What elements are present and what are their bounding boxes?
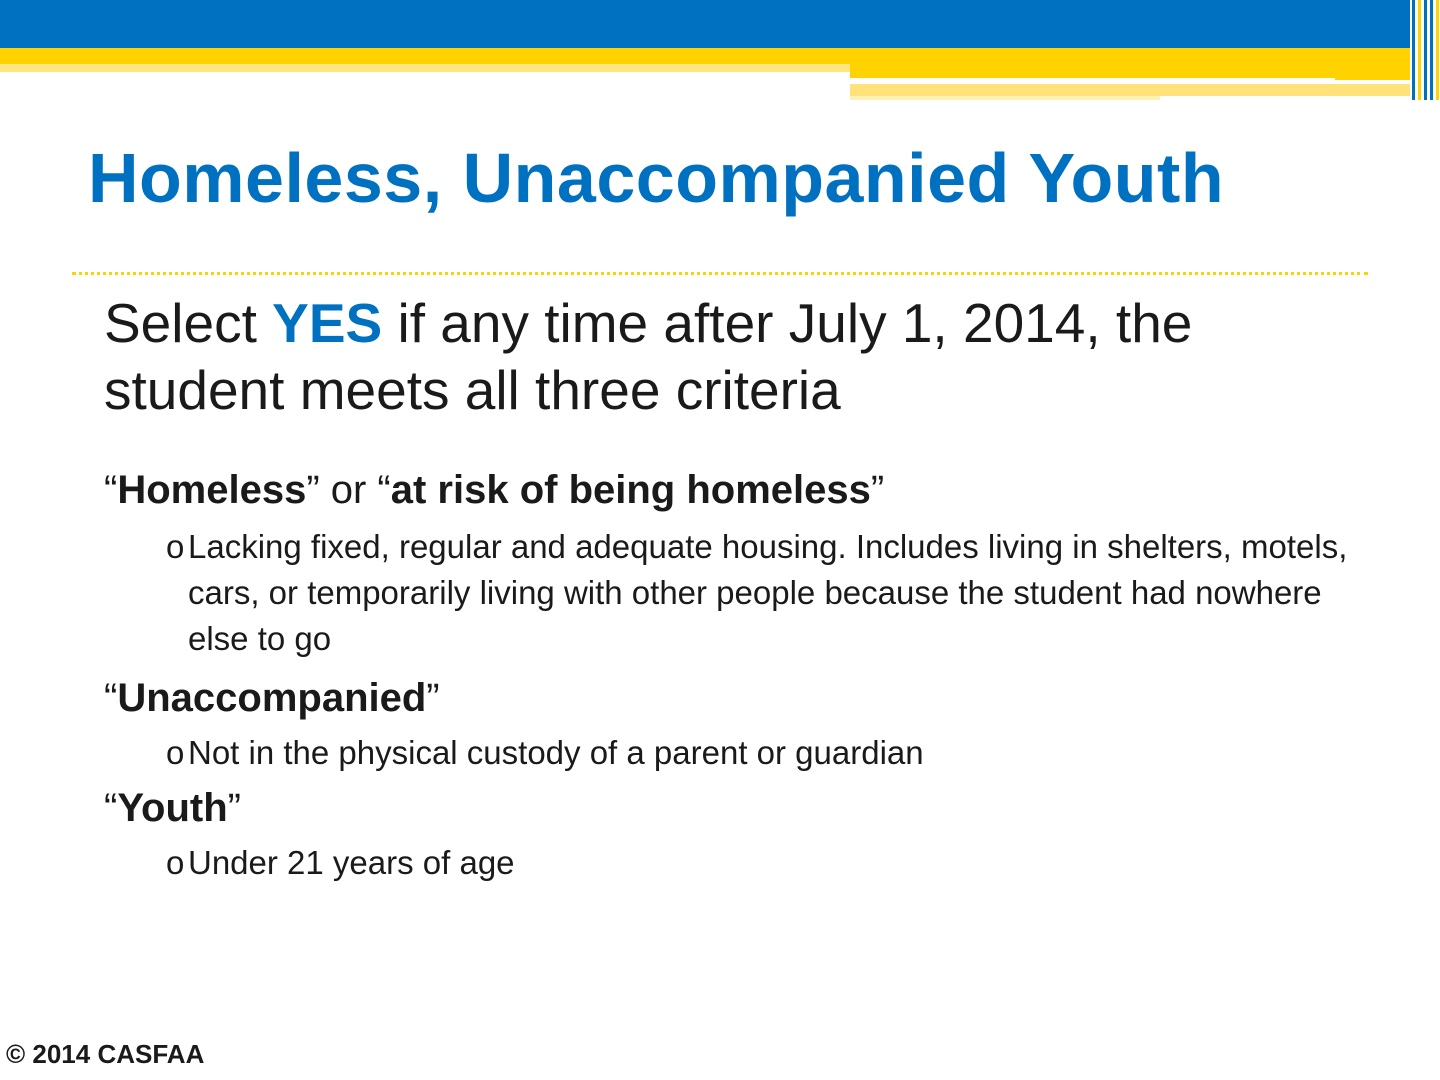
quote-open: “ (104, 468, 118, 512)
heading-term: Youth (117, 786, 228, 830)
criterion-youth (104, 784, 1364, 886)
list-item (104, 730, 1364, 776)
copyright-footer: © 2014 CASFAA (6, 1039, 205, 1069)
criterion-heading (104, 784, 1364, 832)
bullet-text: Under 21 years of age (188, 844, 515, 881)
criterion-homeless (104, 466, 1364, 662)
bullet-list (104, 840, 1364, 886)
bullet-list (104, 524, 1364, 662)
criterion-heading (104, 466, 1364, 514)
bullet-text: Lacking fixed, regular and adequate housing. Includes living in shelters, motels, cars, or temporarily living with other people because the student had nowhere else to go (188, 528, 1348, 657)
circle-bullet-icon: o (166, 734, 185, 771)
quote-open: “ (104, 786, 118, 830)
intro-after: if any time after July 1, 2014, the student meets all three criteria (104, 292, 1193, 422)
list-item (104, 840, 1364, 886)
slide-title: Homeless, Unaccompanied Youth (88, 139, 1225, 217)
bullet-list (104, 730, 1364, 776)
heading-term: Homeless (117, 468, 307, 512)
header-yellow-band (0, 48, 1410, 64)
heading-term: at risk of being homeless (390, 468, 871, 512)
intro-text (104, 290, 1364, 424)
list-item (104, 524, 1364, 662)
header-yellow-stripe-left (0, 64, 850, 72)
quote-open: “ (104, 676, 118, 720)
circle-bullet-icon: o (166, 528, 185, 565)
circle-bullet-icon: o (166, 844, 185, 881)
intro-emphasis-yes: YES (272, 292, 383, 354)
criteria-list (104, 466, 1364, 886)
quote-close: ” (227, 786, 241, 830)
header-white-line (850, 78, 1335, 82)
heading-connector: ” or “ (306, 468, 391, 512)
header-corner-stripes (1410, 0, 1440, 100)
intro-before: Select (104, 292, 273, 354)
header-blue-band (0, 0, 1440, 48)
header-pale-yellow-stripe (850, 96, 1160, 100)
quote-close: ” (870, 468, 885, 512)
heading-term: Unaccompanied (117, 676, 427, 720)
header-light-yellow-stripe (850, 84, 1410, 96)
title-divider (72, 272, 1368, 275)
bullet-text: Not in the physical custody of a parent or guardian (188, 734, 924, 771)
criterion-unaccompanied (104, 674, 1364, 776)
criterion-heading (104, 674, 1364, 722)
quote-close: ” (426, 676, 440, 720)
